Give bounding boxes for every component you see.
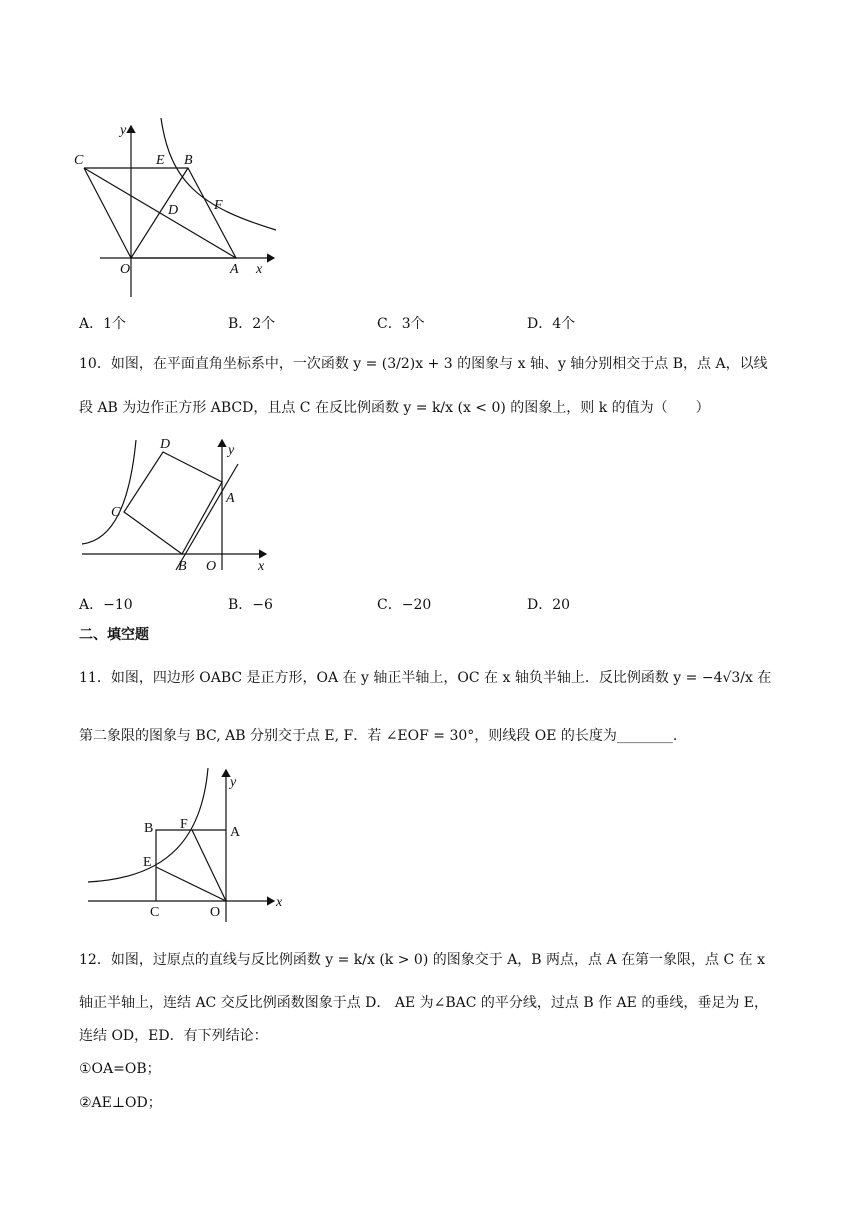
segment-oe [156,867,226,901]
label-e: E [143,855,152,870]
segment-of [192,830,226,901]
q10-choice-a[interactable]: A．−10 [79,597,133,613]
label-x: x [256,262,263,277]
label-f: F [214,198,223,213]
label-x: x [276,895,283,910]
q9-choice-c[interactable]: C．3个 [377,316,425,332]
label-y: y [228,443,235,458]
figure-q11 [84,764,290,924]
label-a: A [230,825,241,840]
q10-choice-d[interactable]: D．20 [527,597,571,613]
q12-line-3: 连结 OD，ED．有下列结论： [79,1028,268,1044]
figure-q9 [70,112,285,300]
section-heading: 二、填空题 [79,627,149,643]
q11-line-1: 11．如图，四边形 OABC 是正方形，OA 在 y 轴正半轴上，OC 在 x 轴负半轴上．反比例函数 y = −4√3/x 在 [79,670,772,686]
square-oabc [156,830,226,901]
q9-choice-b[interactable]: B．2个 [228,316,276,332]
hyperbola-curve [82,440,136,544]
q10-choice-b[interactable]: B．−6 [228,597,273,613]
label-e: E [156,153,165,168]
label-a: A [230,262,239,277]
label-x: x [258,559,265,574]
label-d: D [160,437,171,452]
q12-line-2: 轴正半轴上，连结 AC 交反比例函数图象于点 D． AE 为∠BAC 的平分线，过点 B 作 AE 的垂线，垂足为 E， [79,995,769,1011]
label-c: C [74,153,84,168]
q10-line-2: 段 AB 为边作正方形 ABCD，且点 C 在反比例函数 y = k/x (x < 0) 的图象上，则 k 的值为（ ） [79,400,710,416]
q9-choice-d[interactable]: D．4个 [527,316,576,332]
figure-q10 [78,432,278,574]
label-y: y [120,123,127,138]
q10-line-1: 10．如图，在平面直角坐标系中，一次函数 y = (3/2)x + 3 的图象与 x 轴、y 轴分别相交于点 B，点 A，以线 [79,356,768,372]
label-o: O [206,559,217,574]
label-f: F [180,817,188,832]
label-b: B [144,821,154,836]
segment-ca [84,168,236,258]
label-a: A [226,491,235,506]
label-d: D [168,203,179,218]
label-o: O [120,262,131,277]
label-b: B [184,153,193,168]
q9-choice-a[interactable]: A．1个 [79,316,127,332]
label-y: y [230,775,237,790]
q10-choice-c[interactable]: C．−20 [377,597,432,613]
label-c: C [150,905,160,920]
hyperbola-curve [161,118,276,230]
label-c: C [111,505,121,520]
square-abcd [124,452,222,554]
q12-item-2: ②AE⊥OD； [79,1095,162,1111]
label-b: B [178,559,187,574]
q12-item-1: ①OA=OB； [79,1061,161,1077]
q11-line-2: 第二象限的图象与 BC, AB 分别交于点 E, F．若 ∠EOF = 30°，则线段 OE 的长度为________. [79,728,678,744]
label-o: O [210,905,221,920]
q12-line-1: 12．如图，过原点的直线与反比例函数 y = k/x (k > 0) 的图象交于 A，B 两点，点 A 在第一象限，点 C 在 x [79,952,766,968]
